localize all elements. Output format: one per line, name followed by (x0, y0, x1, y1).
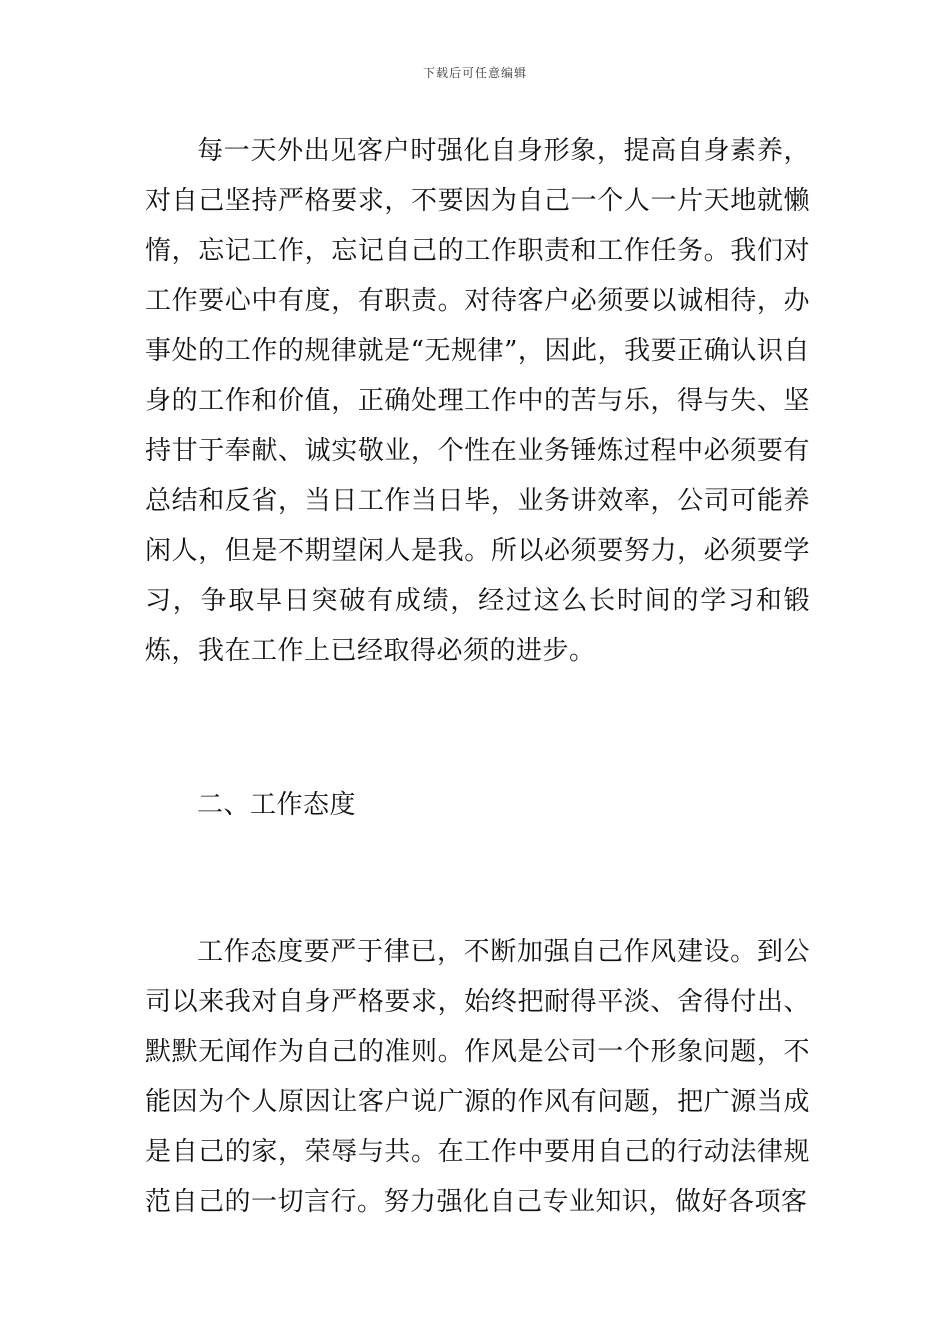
paragraph-text: 工作态度要严于律已，不断加强自己作风建设。到公司以来我对自身严格要求，始终把耐得平淡、舍得付出、默默无闻作为自己的准则。作风是公司一个形象问题，不能因为个人原因让客户说广源的作风有问题，把广源当成是自己的家，荣辱与共。在工作中要用自己的行动法律规范自己的一切言行。努力强化自己专业知识，做好各项客 (145, 937, 810, 1217)
page-header-note: 下载后可任意编辑 (422, 66, 527, 80)
body-paragraph (145, 927, 810, 1227)
paragraph-text: 每一天外出见客户时强化自身形象，提高自身素养，对自己坚持严格要求，不要因为自己一个人一片天地就懒惰，忘记工作，忘记自己的工作职责和工作任务。我们对工作要心中有度，有职责。对待客户必须要以诚相待，办事处的工作的规律就是“无规律”，因此，我要正确认识自身的工作和价值，正确处理工作中的苦与乐，得与失、坚持甘于奉献、诚实敬业，个性在业务锤炼过程中必须要有总结和反省，当日工作当日毕，业务讲效率，公司可能养闲人，但是不期望闲人是我。所以必须要努力，必须要学习，争取早日突破有成绩，经过这么长时间的学习和锻炼，我在工作上已经取得必须的进步。 (145, 136, 810, 666)
section-heading: 二、工作态度 (197, 790, 357, 820)
body-paragraph (145, 126, 810, 676)
